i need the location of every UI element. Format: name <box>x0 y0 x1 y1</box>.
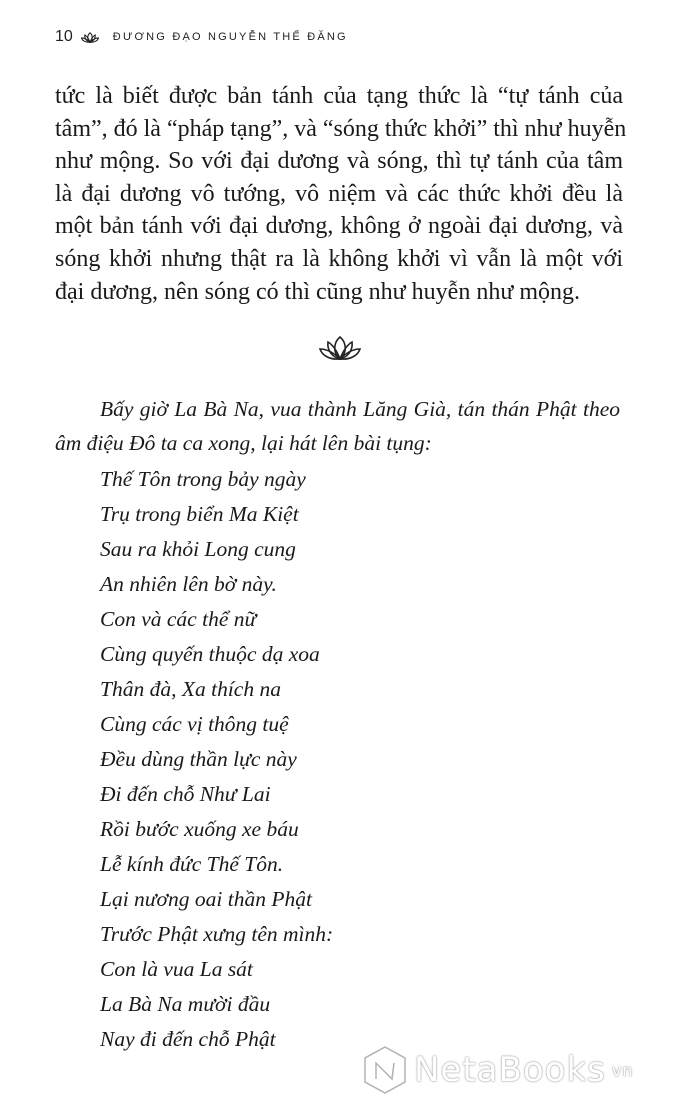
lotus-icon <box>319 333 361 363</box>
poem <box>100 462 655 1057</box>
poem-line: La Bà Na mười đầu <box>100 992 271 1016</box>
paragraph-line: sóng khởi nhưng thật ra là không khởi vì vẫn là một với <box>55 245 623 272</box>
poem-line: Cùng quyến thuộc dạ xoa <box>100 642 320 666</box>
poem-line: Lễ kính đức Thế Tôn. <box>100 852 284 876</box>
running-head-title: ĐƯƠNG ĐẠO NGUYỄN THẾ ĐĂNG <box>112 31 348 43</box>
lotus-icon <box>81 31 99 44</box>
verse-section <box>55 392 655 1057</box>
poem-line: Thân đà, Xa thích na <box>100 677 281 701</box>
poem-line: Đi đến chỗ Như Lai <box>100 782 271 806</box>
paragraph-line: đại dương, nên sóng có thì cũng như huyễn như mộng. <box>55 278 580 305</box>
page-number: 10 <box>55 28 73 45</box>
poem-line: Thế Tôn trong bảy ngày <box>100 467 306 491</box>
verse-intro: Bấy giờ La Bà Na, vua thành Lăng Già, tán thán Phật theo âm điệu Đô ta ca xong, lại hát lên bài tụng: <box>55 397 620 455</box>
poem-line: Trụ trong biển Ma Kiệt <box>100 502 299 526</box>
watermark-suffix: vn <box>611 1060 634 1080</box>
poem-line: Đều dùng thần lực này <box>100 747 297 771</box>
poem-line: Rồi bước xuống xe báu <box>100 817 299 841</box>
paragraph-line: tức là biết được bản tánh của tạng thức là “tự tánh của <box>55 83 623 109</box>
poem-line: Sau ra khỏi Long cung <box>100 537 296 561</box>
poem-line: Trước Phật xưng tên mình: <box>100 922 334 946</box>
body-paragraph <box>55 80 627 308</box>
poem-line: An nhiên lên bờ này. <box>100 572 277 596</box>
watermark <box>362 1045 633 1095</box>
poem-line: Lại nương oai thần Phật <box>100 887 312 911</box>
poem-line: Con là vua La sát <box>100 957 253 981</box>
poem-line: Cùng các vị thông tuệ <box>100 712 289 736</box>
paragraph-line: tâm”, đó là “pháp tạng”, và “sóng thức khởi” thì như huyễn <box>55 115 627 142</box>
netabooks-logo-icon <box>362 1045 408 1095</box>
watermark-brand: NetaBooks <box>414 1050 606 1090</box>
paragraph-line: một bản tánh với đại dương, không ở ngoài đại dương, và <box>55 213 623 240</box>
poem-line: Nay đi đến chỗ Phật <box>100 1027 276 1051</box>
poem-line: Con và các thể nữ <box>100 607 257 631</box>
paragraph-line: như mộng. So với đại dương và sóng, thì tự tánh của tâm <box>55 148 623 175</box>
paragraph-line: là đại dương vô tướng, vô niệm và các thức khởi đều là <box>55 180 623 207</box>
running-header <box>55 28 348 46</box>
